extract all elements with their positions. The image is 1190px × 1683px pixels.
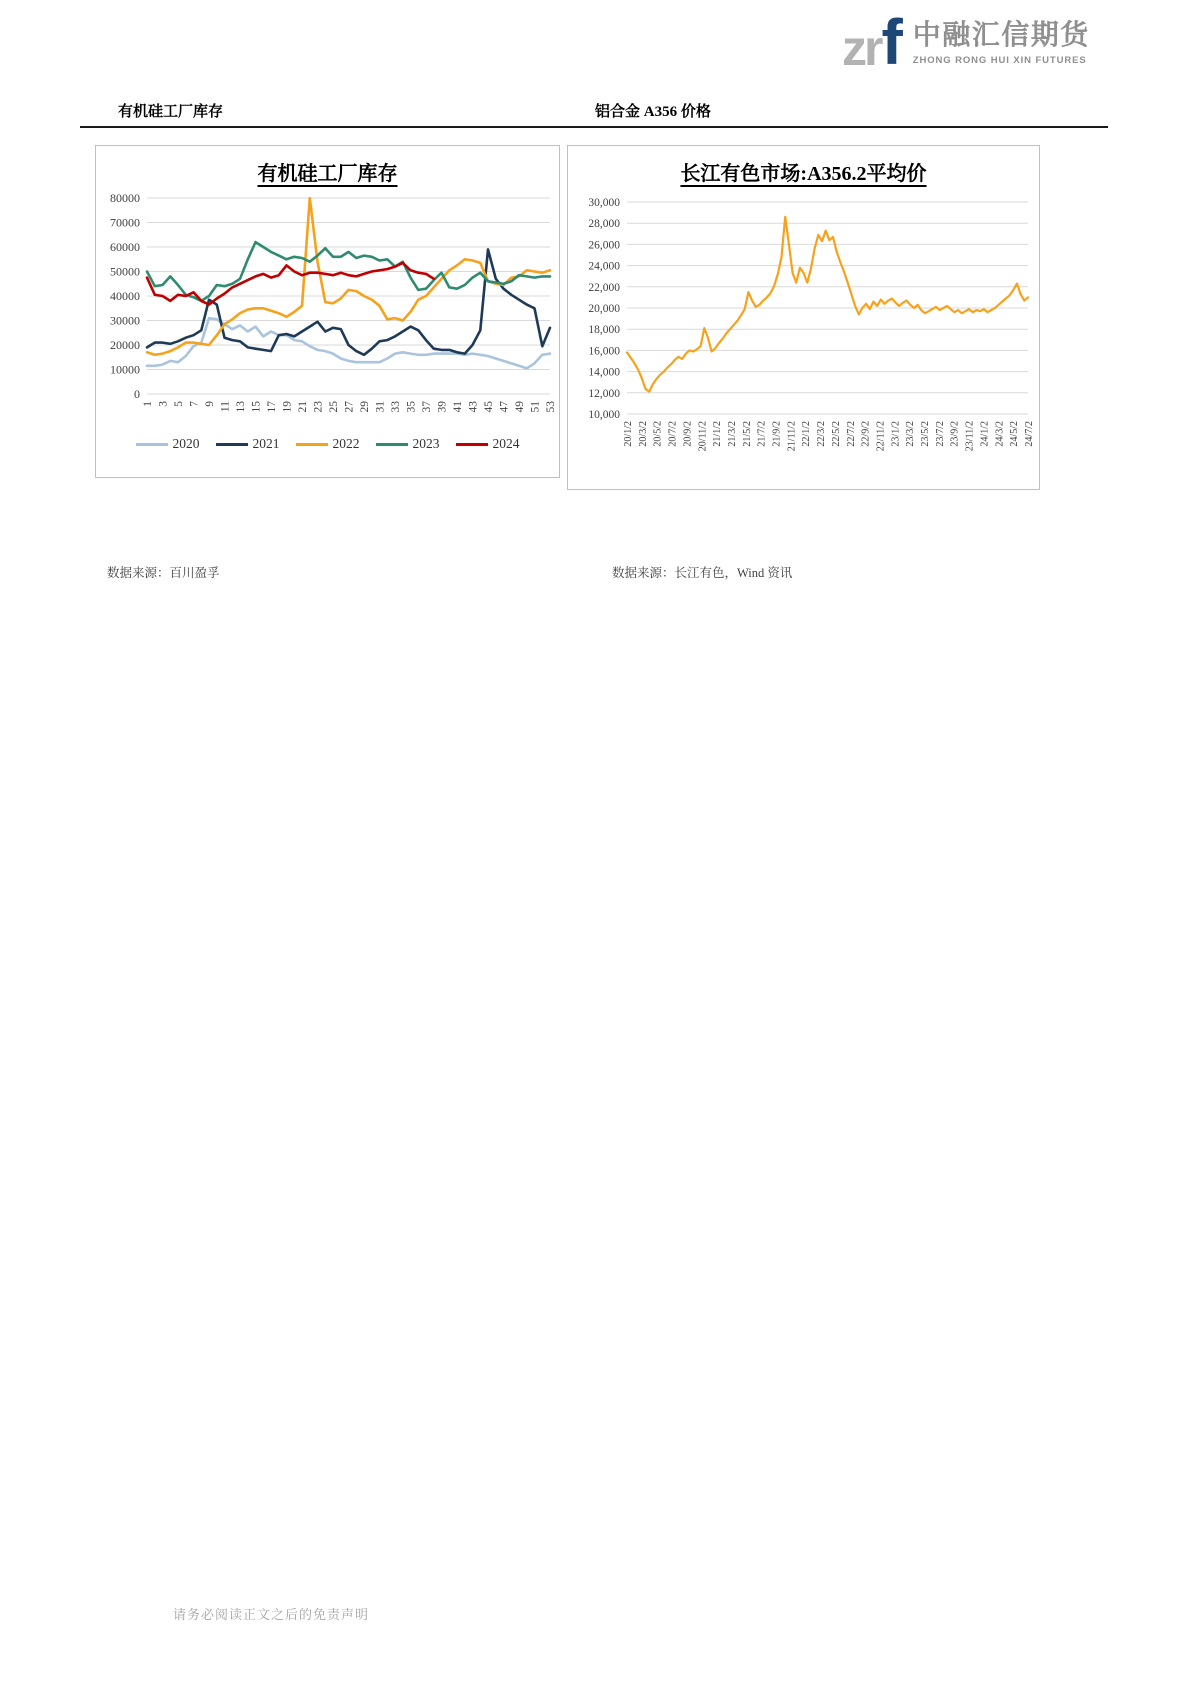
svg-text:20/7/2: 20/7/2 [667, 421, 679, 447]
svg-text:23/1/2: 23/1/2 [890, 421, 902, 447]
svg-text:7: 7 [188, 401, 201, 407]
svg-text:21/5/2: 21/5/2 [741, 421, 753, 447]
section-label-a356: 铝合金 A356 价格 [595, 104, 711, 120]
svg-text:35: 35 [405, 401, 418, 413]
legend-item-2023 [376, 436, 440, 452]
legend-swatch-2020 [136, 443, 168, 446]
svg-text:22/1/2: 22/1/2 [801, 421, 813, 447]
svg-text:21: 21 [297, 401, 309, 413]
svg-text:1: 1 [142, 401, 154, 407]
data-source-left: 数据来源：百川盈孚 [107, 566, 220, 580]
a356-price-chart-box [567, 145, 1040, 490]
logo-zr-letters: zr [842, 19, 881, 76]
svg-text:9: 9 [204, 401, 216, 407]
svg-text:50000: 50000 [110, 264, 140, 279]
svg-text:53: 53 [545, 401, 557, 413]
svg-text:47: 47 [498, 401, 511, 413]
svg-text:33: 33 [390, 401, 402, 413]
zrf-logo-mark [842, 6, 903, 78]
svg-text:17: 17 [266, 401, 278, 413]
organosilicon-inventory-plot [97, 188, 558, 436]
disclaimer-note: 请务必阅读正文之后的免责声明 [173, 1607, 370, 1622]
svg-text:10,000: 10,000 [588, 409, 620, 421]
svg-text:60000: 60000 [110, 240, 140, 254]
svg-text:23/11/2: 23/11/2 [964, 421, 976, 452]
svg-text:20/11/2: 20/11/2 [697, 421, 709, 452]
svg-text:10000: 10000 [110, 362, 140, 377]
svg-text:22/7/2: 22/7/2 [845, 421, 857, 447]
data-source-right: 数据来源：长江有色，Wind 资讯 [612, 566, 793, 580]
legend-label-2022: 2022 [332, 436, 360, 451]
svg-text:80000: 80000 [110, 191, 140, 205]
svg-text:40000: 40000 [110, 289, 140, 303]
header-divider [80, 126, 1108, 128]
svg-text:20/3/2: 20/3/2 [637, 421, 649, 447]
svg-text:11: 11 [219, 401, 232, 413]
svg-text:24/3/2: 24/3/2 [994, 421, 1006, 447]
svg-text:39: 39 [436, 401, 449, 413]
legend-swatch-2024 [456, 443, 488, 446]
svg-text:70000: 70000 [110, 215, 140, 230]
svg-text:5: 5 [173, 401, 185, 407]
svg-text:14,000: 14,000 [588, 366, 620, 379]
svg-text:13: 13 [235, 401, 247, 413]
company-logo [842, 6, 1090, 78]
svg-text:20/9/2: 20/9/2 [682, 421, 694, 447]
svg-text:22,000: 22,000 [588, 281, 620, 294]
svg-text:22/3/2: 22/3/2 [816, 421, 828, 447]
svg-text:21/3/2: 21/3/2 [727, 421, 738, 447]
svg-text:45: 45 [483, 401, 495, 413]
svg-text:23/3/2: 23/3/2 [905, 421, 917, 447]
svg-text:24/5/2: 24/5/2 [1009, 421, 1021, 447]
svg-text:51: 51 [529, 401, 542, 413]
svg-text:19: 19 [281, 401, 294, 413]
a356-chart-title: 长江有色市场:A356.2平均价 [680, 163, 927, 185]
svg-text:3: 3 [157, 401, 170, 407]
company-name: 中融汇信期货 [912, 20, 1090, 52]
organosilicon-chart-title: 有机硅工厂库存 [257, 163, 398, 185]
svg-text:22/11/2: 22/11/2 [875, 421, 887, 452]
svg-text:28,000: 28,000 [588, 218, 620, 231]
svg-text:29: 29 [359, 401, 371, 413]
organosilicon-chart-legend [96, 436, 559, 452]
svg-text:20/5/2: 20/5/2 [652, 421, 664, 447]
svg-text:24/7/2: 24/7/2 [1024, 421, 1035, 447]
a356-price-plot [569, 188, 1038, 480]
legend-label-2024: 2024 [492, 436, 520, 451]
legend-item-2024 [456, 436, 520, 452]
legend-label-2021: 2021 [252, 436, 280, 451]
svg-text:23/9/2: 23/9/2 [949, 421, 961, 447]
legend-label-2020: 2020 [172, 436, 200, 451]
svg-text:21/7/2: 21/7/2 [756, 421, 768, 447]
svg-text:22/9/2: 22/9/2 [860, 421, 872, 447]
svg-text:27: 27 [343, 401, 356, 413]
svg-text:21/9/2: 21/9/2 [771, 421, 783, 447]
svg-text:37: 37 [421, 401, 433, 413]
legend-swatch-2023 [376, 443, 408, 446]
svg-text:16,000: 16,000 [588, 345, 620, 358]
svg-text:20,000: 20,000 [588, 303, 620, 315]
svg-text:26,000: 26,000 [588, 239, 620, 252]
company-tagline: ZHONG RONG HUI XIN FUTURES [912, 54, 1087, 66]
svg-text:20/1/2: 20/1/2 [623, 421, 634, 447]
svg-text:30,000: 30,000 [588, 197, 620, 209]
svg-text:23: 23 [312, 401, 325, 413]
legend-item-2021 [216, 436, 280, 452]
legend-swatch-2021 [216, 443, 248, 446]
legend-item-2022 [296, 436, 360, 452]
svg-text:31: 31 [374, 401, 387, 413]
logo-f-letter: f [881, 6, 903, 78]
svg-text:24,000: 24,000 [588, 260, 620, 273]
svg-text:15: 15 [250, 401, 263, 413]
svg-text:0: 0 [134, 387, 140, 401]
section-label-organosilicon: 有机硅工厂库存 [118, 104, 224, 120]
svg-text:12,000: 12,000 [588, 387, 620, 400]
svg-text:24/1/2: 24/1/2 [979, 421, 991, 447]
logo-text-block [913, 21, 1090, 68]
organosilicon-inventory-chart-box [95, 145, 560, 478]
svg-text:21/11/2: 21/11/2 [786, 421, 798, 452]
svg-text:23/7/2: 23/7/2 [934, 421, 946, 447]
svg-text:30000: 30000 [110, 313, 140, 328]
legend-swatch-2022 [296, 443, 328, 446]
svg-text:49: 49 [514, 401, 526, 413]
svg-text:18,000: 18,000 [588, 324, 620, 337]
svg-text:20000: 20000 [110, 338, 140, 352]
svg-text:23/5/2: 23/5/2 [920, 421, 931, 447]
svg-text:41: 41 [452, 401, 464, 413]
svg-text:22/5/2: 22/5/2 [830, 421, 842, 447]
svg-text:25: 25 [328, 401, 340, 413]
svg-text:21/1/2: 21/1/2 [712, 421, 724, 447]
legend-label-2023: 2023 [412, 436, 440, 451]
svg-text:43: 43 [467, 401, 480, 413]
legend-item-2020 [136, 436, 200, 452]
